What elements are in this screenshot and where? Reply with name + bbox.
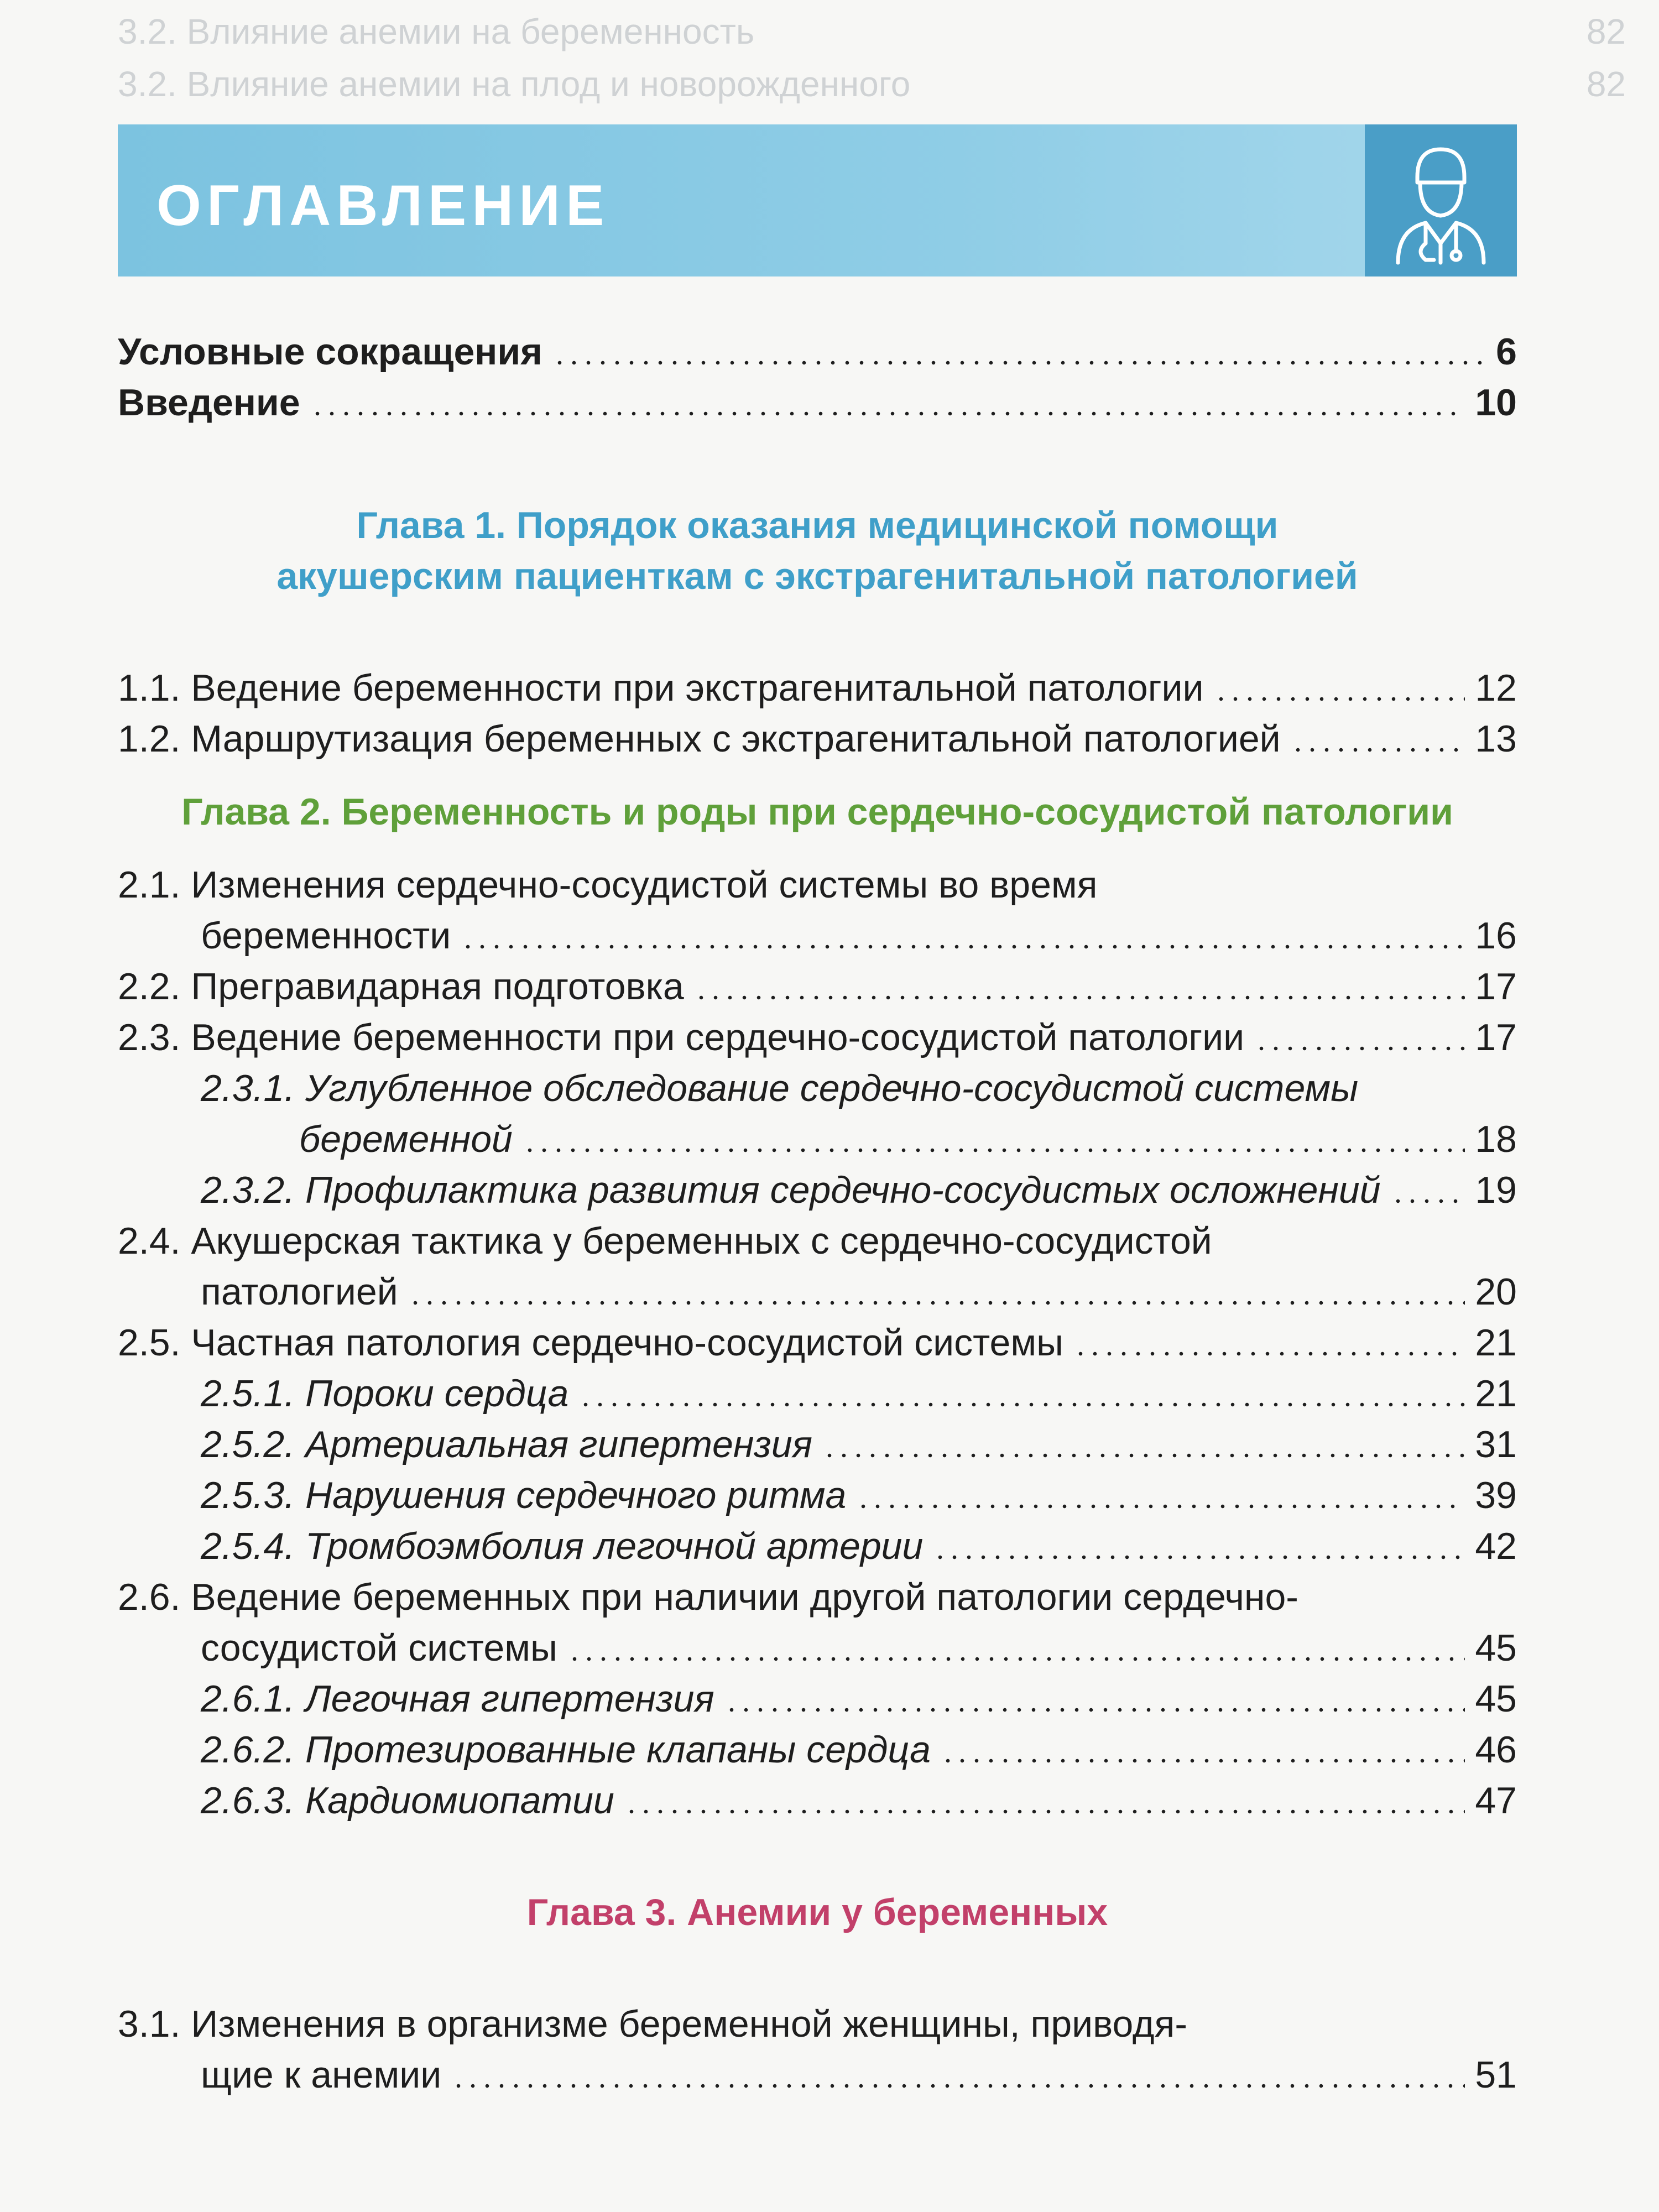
toc-page-number: 51 xyxy=(1475,2054,1517,2096)
dot-leader xyxy=(567,1657,1465,1661)
toc-entry-label: Профилактика развития сердечно-сосудистых осложнений xyxy=(305,1169,1381,1211)
toc-entry-number: 2.5.3. xyxy=(201,1474,295,1516)
bleed-through-num: 82 xyxy=(1586,64,1626,104)
dot-leader xyxy=(1254,1046,1465,1051)
toc-entry-label: Кардиомиопатии xyxy=(305,1780,614,1822)
toc-page-number: 21 xyxy=(1475,1322,1517,1364)
chapter-3-title: Глава 3. Анемии у беременных xyxy=(526,1891,1108,1933)
dot-leader xyxy=(941,1759,1465,1763)
toc-entry-label: Ведение беременных при наличии другой патологии сердечно- xyxy=(191,1576,1298,1618)
toc-page-number: 6 xyxy=(1496,331,1517,373)
toc-entry-2-6-1[interactable] xyxy=(118,1673,1517,1724)
dot-leader xyxy=(1291,748,1465,752)
toc-page-number: 19 xyxy=(1475,1169,1517,1211)
toc-page-number: 31 xyxy=(1475,1423,1517,1465)
dot-leader xyxy=(933,1555,1465,1559)
toc-entry-2-5-4[interactable] xyxy=(118,1521,1517,1572)
toc-page-number: 17 xyxy=(1475,966,1517,1008)
dot-leader xyxy=(310,411,1465,416)
toc-entry-number: 1.2. xyxy=(118,718,181,760)
toc-entry-label: Тромбоэмболия легочной артерии xyxy=(305,1525,924,1567)
toc-entry-label: Легочная гипертензия xyxy=(305,1678,714,1720)
toc-entry-label: Условные сокращения xyxy=(118,331,542,373)
toc-entry-number: 2.4. xyxy=(118,1220,181,1262)
toc-entry-label: Артериальная гипертензия xyxy=(305,1423,812,1465)
dot-leader xyxy=(523,1148,1465,1152)
toc-page-number: 17 xyxy=(1475,1016,1517,1058)
chapter-1-title-line-2: акушерским пациенткам с экстрагенитальной патологией xyxy=(276,555,1358,597)
toc-entry-2-1[interactable] xyxy=(118,859,1517,961)
dot-leader xyxy=(1391,1199,1465,1203)
toc-entry-number: 2.6. xyxy=(118,1576,181,1618)
toc-entry-number: 2.1. xyxy=(118,864,181,906)
dot-leader xyxy=(552,361,1486,365)
dot-leader xyxy=(408,1301,1465,1305)
toc-entry-label-continued: беременности xyxy=(201,915,451,957)
toc-entry-2-5[interactable] xyxy=(118,1317,1517,1368)
bleed-through-text: 3.2. Влияние анемии на беременность xyxy=(118,12,755,51)
toc-entry-number: 2.5.2. xyxy=(201,1423,295,1465)
toc-header-band xyxy=(118,124,1517,276)
toc-entry-2-6[interactable] xyxy=(118,1572,1517,1673)
toc-page-number: 42 xyxy=(1475,1525,1517,1567)
toc-page-number: 13 xyxy=(1475,718,1517,760)
dot-leader xyxy=(461,945,1465,949)
dot-leader xyxy=(724,1708,1465,1712)
toc-entry-2-5-2[interactable] xyxy=(118,1419,1517,1470)
toc-entry-number: 3.1. xyxy=(118,2003,181,2045)
toc-entry-label: Углубленное обследование сердечно-сосудистой системы xyxy=(305,1067,1359,1109)
toc-page-number: 12 xyxy=(1475,667,1517,709)
toc-entry-label: Акушерская тактика у беременных с сердечно-сосудистой xyxy=(191,1220,1212,1262)
toc-entry-number: 2.6.2. xyxy=(201,1729,295,1771)
toc-entry-number: 2.3.1. xyxy=(201,1067,295,1109)
dot-leader xyxy=(624,1809,1465,1814)
dot-leader xyxy=(451,2084,1465,2088)
toc-entry-2-3-1[interactable] xyxy=(118,1063,1517,1165)
toc-entry-number: 2.5. xyxy=(118,1322,181,1364)
toc-page-number: 10 xyxy=(1475,382,1517,424)
table-of-contents xyxy=(118,326,1517,2100)
toc-entry-number: 1.1. xyxy=(118,667,181,709)
toc-entry-2-6-2[interactable] xyxy=(118,1724,1517,1775)
dot-leader xyxy=(822,1453,1465,1458)
toc-entry-number: 2.5.4. xyxy=(201,1525,295,1567)
toc-entry-label: Частная патология сердечно-сосудистой системы xyxy=(191,1322,1063,1364)
toc-entry-label: Нарушения сердечного ритма xyxy=(305,1474,847,1516)
toc-entry-label-continued: патологией xyxy=(201,1271,398,1313)
toc-entry-1-1[interactable] xyxy=(118,662,1517,713)
toc-entry-number: 2.6.3. xyxy=(201,1780,295,1822)
toc-entry-label: Изменения сердечно-сосудистой системы во время xyxy=(191,864,1098,906)
toc-page-number: 45 xyxy=(1475,1627,1517,1669)
dot-leader xyxy=(694,995,1465,1000)
toc-entry-label: Прегравидарная подготовка xyxy=(191,966,684,1008)
toc-entry-label-continued: щие к анемии xyxy=(201,2054,442,2096)
toc-page-number: 47 xyxy=(1475,1780,1517,1822)
toc-page-number: 21 xyxy=(1475,1373,1517,1415)
toc-entry-number: 2.3.2. xyxy=(201,1169,295,1211)
dot-leader xyxy=(856,1504,1465,1509)
toc-entry-label: Протезированные клапаны сердца xyxy=(305,1729,931,1771)
toc-page-number: 16 xyxy=(1475,915,1517,957)
dot-leader xyxy=(1073,1352,1465,1356)
toc-page-number: 18 xyxy=(1475,1118,1517,1160)
dot-leader xyxy=(578,1402,1465,1407)
toc-entry-2-5-1[interactable] xyxy=(118,1368,1517,1419)
toc-entry-label: Пороки сердца xyxy=(305,1373,569,1415)
toc-entry-2-4[interactable] xyxy=(118,1215,1517,1317)
toc-page-number: 46 xyxy=(1475,1729,1517,1771)
dot-leader xyxy=(1214,697,1465,701)
toc-entry-introduction[interactable] xyxy=(118,377,1517,428)
page-title: ОГЛАВЛЕНИЕ xyxy=(156,174,610,238)
toc-entry-number: 2.5.1. xyxy=(201,1373,295,1415)
toc-page-number: 39 xyxy=(1475,1474,1517,1516)
toc-entry-2-6-3[interactable] xyxy=(118,1775,1517,1826)
toc-page-number: 45 xyxy=(1475,1678,1517,1720)
toc-entry-2-3-2[interactable] xyxy=(118,1165,1517,1215)
toc-entry-label: Маршрутизация беременных с экстрагенитальной патологией xyxy=(191,718,1281,760)
chapter-1-title-line-1: Глава 1. Порядок оказания медицинской помощи xyxy=(356,504,1279,546)
toc-entry-3-1[interactable] xyxy=(118,1999,1517,2100)
toc-entry-2-5-3[interactable] xyxy=(118,1470,1517,1521)
toc-entry-label: Ведение беременности при сердечно-сосудистой патологии xyxy=(191,1016,1245,1058)
toc-entry-2-2[interactable] xyxy=(118,961,1517,1012)
chapter-2-title: Глава 2. Беременность и роды при сердечно-сосудистой патологии xyxy=(181,791,1453,833)
toc-entry-label-continued: беременной xyxy=(299,1118,513,1160)
toc-entry-number: 2.3. xyxy=(118,1016,181,1058)
toc-entry-number: 2.2. xyxy=(118,966,181,1008)
toc-page-number: 20 xyxy=(1475,1271,1517,1313)
toc-entry-2-3[interactable] xyxy=(118,1012,1517,1063)
toc-entry-label: Ведение беременности при экстрагенитальной патологии xyxy=(191,667,1204,709)
toc-entry-1-2[interactable] xyxy=(118,713,1517,764)
toc-entry-number: 2.6.1. xyxy=(201,1678,295,1720)
doctor-icon xyxy=(1365,124,1517,276)
toc-entry-label: Изменения в организме беременной женщины, приводя- xyxy=(191,2003,1187,2045)
bleed-through-num: 82 xyxy=(1586,12,1626,51)
toc-entry-label: Введение xyxy=(118,382,300,424)
toc-entry-label-continued: сосудистой системы xyxy=(201,1627,557,1669)
bleed-through-text: 3.2. Влияние анемии на плод и новорожденного xyxy=(118,64,911,104)
toc-entry-abbreviations[interactable] xyxy=(118,326,1517,377)
